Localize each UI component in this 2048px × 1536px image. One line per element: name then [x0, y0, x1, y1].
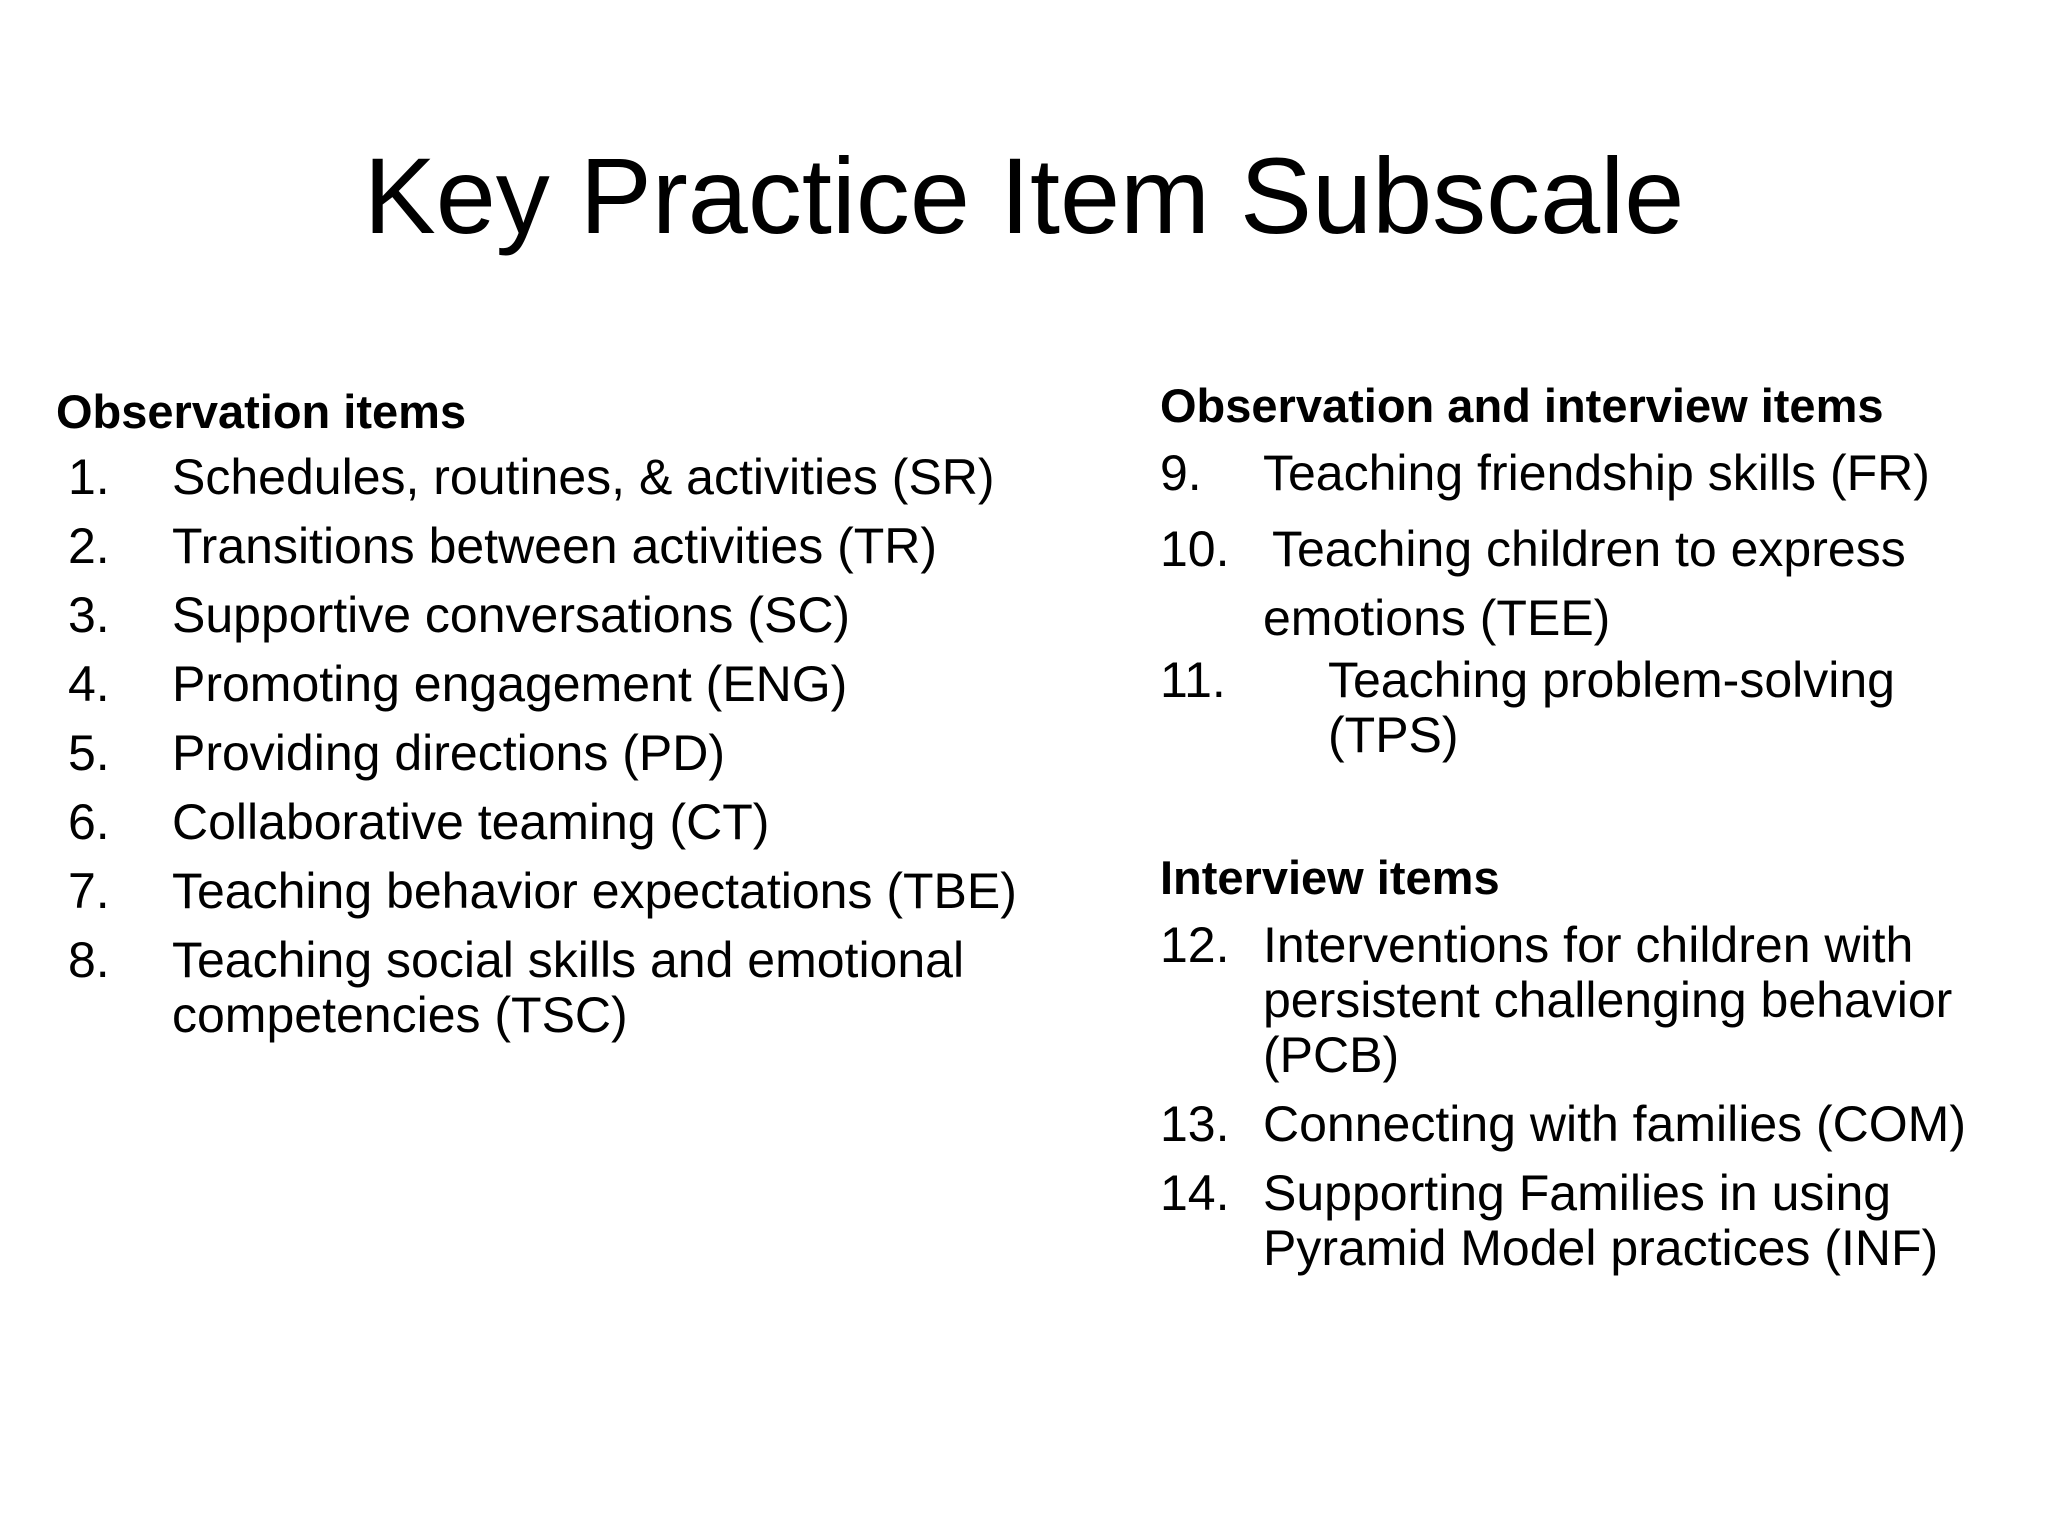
item-text-continuation: (TPS): [1328, 707, 1459, 763]
item-number: 4.: [68, 656, 110, 712]
item-text: Promoting engagement (ENG): [172, 656, 848, 712]
slide-title: Key Practice Item Subscale: [363, 135, 1685, 256]
observation-items-heading: Observation items: [56, 385, 467, 438]
list-item: [1160, 1166, 2020, 1276]
item-text: Interventions for children with: [1263, 917, 1914, 973]
item-number: 8.: [68, 932, 110, 988]
item-number: 11.: [1160, 652, 1226, 708]
interview-items-heading: Interview items: [1160, 851, 1500, 904]
item-text: Connecting with families (COM): [1263, 1096, 1966, 1152]
item-number: 7.: [68, 863, 110, 919]
list-item: [1160, 446, 2020, 501]
item-text: Collaborative teaming (CT): [172, 794, 770, 850]
observation-items-section: [56, 384, 1066, 1043]
list-item: [56, 933, 1066, 1043]
observation-interview-items-section: [1160, 378, 2020, 763]
list-item: [56, 519, 1066, 574]
item-number: 6.: [68, 794, 110, 850]
item-text-continuation: competencies (TSC): [172, 987, 628, 1043]
item-text: Supportive conversations (SC): [172, 587, 851, 643]
item-text-continuation: Pyramid Model practices (INF): [1263, 1220, 1939, 1276]
list-item: [56, 588, 1066, 643]
item-text: Teaching behavior expectations (TBE): [172, 863, 1017, 919]
list-item: [56, 726, 1066, 781]
item-text: Teaching problem-solving: [1328, 652, 1895, 708]
item-text: Schedules, routines, & activities (SR): [172, 449, 995, 505]
item-number: 1.: [68, 449, 110, 505]
item-text: Providing directions (PD): [172, 725, 725, 781]
item-text: Teaching social skills and emotional: [172, 932, 965, 988]
item-number: 13.: [1160, 1096, 1230, 1152]
list-item: [1160, 918, 2020, 1083]
item-number: 5.: [68, 725, 110, 781]
list-item: [56, 657, 1066, 712]
item-number: 3.: [68, 587, 110, 643]
item-text: Transitions between activities (TR): [172, 518, 938, 574]
item-text: Supporting Families in using: [1263, 1165, 1892, 1221]
list-item: [1160, 653, 2020, 763]
item-text: Teaching friendship skills (FR): [1263, 445, 1930, 501]
item-text-continuation: emotions (TEE): [1263, 590, 1611, 646]
item-number: 9.: [1160, 445, 1202, 501]
item-text-continuation: persistent challenging behavior: [1263, 972, 1953, 1028]
item-text: Teaching children to express: [1272, 521, 1906, 577]
list-item: [56, 450, 1066, 505]
list-item: [56, 795, 1066, 850]
item-number: 14.: [1160, 1165, 1230, 1221]
observation-interview-items-heading: Observation and interview items: [1160, 379, 1884, 432]
list-item: [56, 864, 1066, 919]
item-text-continuation: (PCB): [1263, 1027, 1400, 1083]
item-number: 12.: [1160, 917, 1230, 973]
list-item: [1160, 1097, 2020, 1152]
interview-items-section: [1160, 850, 2020, 1276]
item-number: 2.: [68, 518, 110, 574]
list-item: [1160, 515, 2020, 653]
item-number: 10.: [1160, 521, 1230, 577]
